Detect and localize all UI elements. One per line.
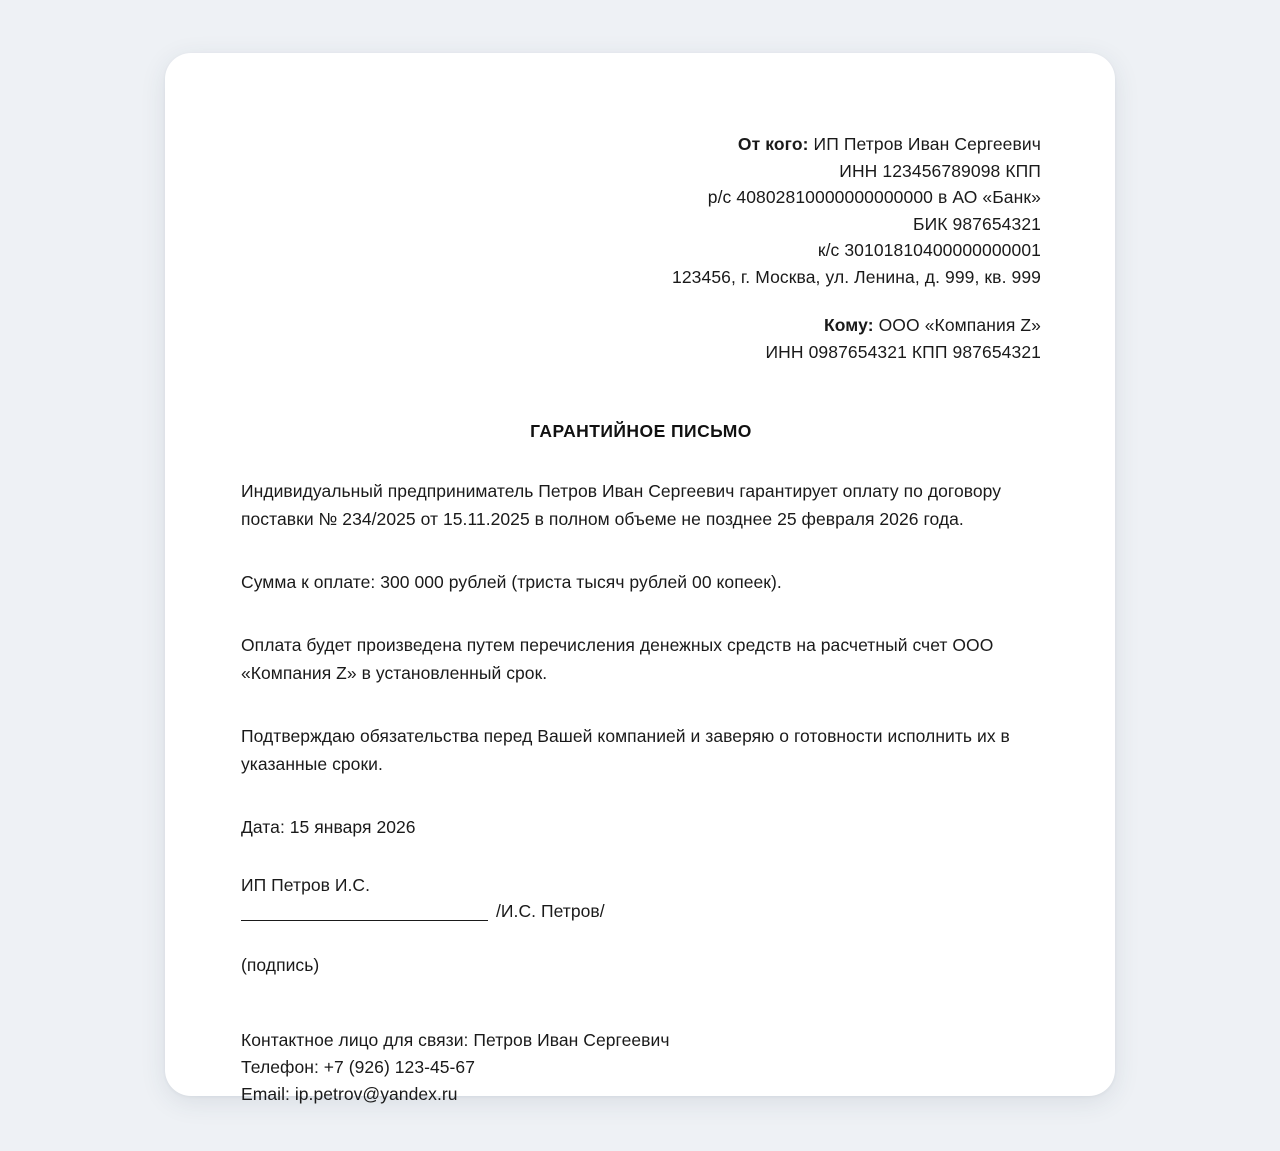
signature-caption: (подпись)	[241, 955, 320, 975]
recipient-name: ООО «Компания Z»	[878, 315, 1041, 335]
recipient-name-line	[241, 312, 1041, 339]
signer-name: /И.С. Петров/	[496, 901, 605, 921]
date-line: Дата: 15 января 2026	[241, 817, 416, 837]
body-paragraph-4: Подтверждаю обязательства перед Вашей компанией и заверяю о готовности исполнить их в указанные сроки.	[241, 726, 1010, 774]
sender-name: ИП Петров Иван Сергеевич	[813, 134, 1041, 154]
contacts-block	[241, 1027, 1041, 1108]
sender-corr-account: к/с 30101810400000000001	[817, 240, 1041, 260]
document-content	[241, 131, 1041, 1108]
sender-address: 123456, г. Москва, ул. Ленина, д. 999, кв. 999	[672, 266, 1041, 287]
recipient-inn-kpp: ИНН 0987654321 КПП 987654321	[765, 341, 1041, 362]
document-title: ГАРАНТИЙНОЕ ПИСЬМО	[530, 421, 752, 441]
body-paragraph-1: Индивидуальный предприниматель Петров Иван Сергеевич гарантирует оплату по договору поставки № 234/2025 от 15.11.2025 в полном объеме не позднее 25 февраля 2026 года.	[241, 481, 1002, 529]
signature-rule	[241, 902, 488, 921]
sender-inn-kpp: ИНН 123456789098 КПП	[839, 160, 1041, 181]
document-card	[165, 53, 1115, 1104]
signature-block	[241, 871, 1041, 921]
sender-name-line	[241, 131, 1041, 158]
signer-title: ИП Петров И.С.	[241, 875, 371, 895]
document-body	[241, 477, 1041, 1108]
recipient-label: Кому:	[823, 315, 874, 335]
requisites-header	[241, 131, 1041, 365]
sender-label: От кого:	[737, 134, 809, 154]
contact-person: Контактное лицо для связи: Петров Иван Сергеевич	[241, 1030, 670, 1050]
signature-line-row	[241, 901, 1041, 921]
body-paragraph-2: Сумма к оплате: 300 000 рублей (триста тысяч рублей 00 копеек).	[241, 572, 782, 592]
sender-bik: БИК 987654321	[912, 213, 1041, 234]
body-paragraph-3: Оплата будет произведена путем перечисления денежных средств на расчетный счет ООО «Компания Z» в установленный срок.	[241, 635, 994, 683]
contact-email: Email: ip.petrov@yandex.ru	[241, 1084, 458, 1104]
sender-settlement-account: р/с 40802810000000000000 в АО «Банк»	[707, 187, 1041, 207]
requisites-spacer	[241, 290, 1041, 312]
contact-phone: Телефон: +7 (926) 123-45-67	[241, 1057, 475, 1077]
